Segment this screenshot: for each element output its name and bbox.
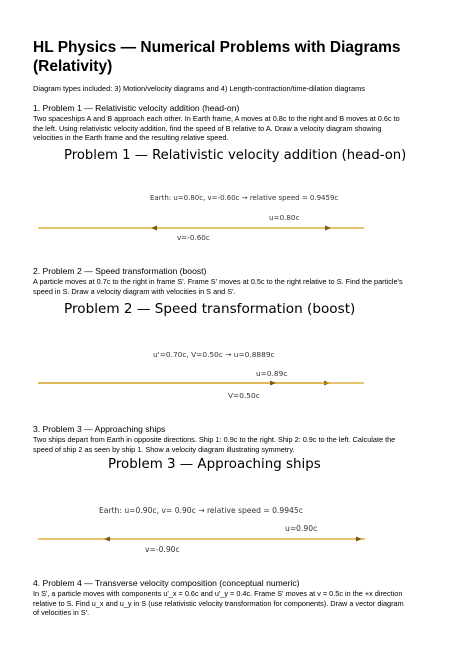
problem-4-text-line: of velocities in S'.	[33, 608, 90, 618]
problem-2-label-v: V=0.50c	[228, 391, 260, 400]
problem-3-diagram-caption: Earth: u=0.90c, v= 0.90c → relative speed = 0.9945c	[99, 506, 303, 515]
problem-3-text	[33, 435, 443, 454]
problem-3-text-line: speed of ship 2 as seen by ship 1. Show a velocity diagram illustrating symmetry.	[33, 444, 295, 454]
document-title	[33, 38, 443, 76]
problem-3-label-v: v=-0.90c	[145, 545, 180, 554]
document-title-line-1: HL Physics — Numerical Problems with Diagrams	[33, 39, 401, 56]
problem-1-arrowhead-right	[325, 226, 331, 231]
problem-1-text-line: the left. Using relativistic velocity addition, find the speed of B relative to A. Draw a velocity diagram showing	[33, 123, 382, 133]
problem-1-diagram-title: Problem 1 — Relativistic velocity addition (head-on)	[64, 148, 407, 163]
problem-2-heading: 2. Problem 2 — Speed transformation (boost)	[33, 266, 207, 276]
problem-3-diagram-title: Problem 3 — Approaching ships	[108, 457, 321, 472]
problem-1-diagram-caption: Earth: u=0.80c, v=-0.60c → relative speed = 0.9459c	[150, 194, 339, 202]
problem-3-arrowhead-left	[104, 537, 110, 542]
problem-1-velocity-diagram	[0, 185, 474, 245]
problem-3-heading: 3. Problem 3 — Approaching ships	[33, 424, 166, 434]
problem-2-label-u: u=0.89c	[256, 369, 288, 378]
problem-3-velocity-diagram	[0, 500, 474, 562]
problem-3-label-u: u=0.90c	[285, 524, 318, 533]
problem-2-diagram-title: Problem 2 — Speed transformation (boost)	[64, 301, 356, 317]
problem-4-heading: 4. Problem 4 — Transverse velocity composition (conceptual numeric)	[33, 578, 300, 588]
problem-1-arrowhead-left	[151, 226, 157, 231]
problem-1-label-u: u=0.80c	[269, 213, 300, 222]
problem-4-text-line: In S', a particle moves with components u'_x = 0.6c and u'_y = 0.4c. Frame S' moves at v = 0.5c in the +x direction	[33, 589, 403, 598]
problem-1-text-line: Two spaceships A and B approach each other. In Earth frame, A moves at 0.8c to the right and B moves at 0.6c to	[33, 114, 400, 123]
problem-4-text-line: relative to S. Find u_x and u_y in S (use relativistic velocity transformation for components). Draw a vector diagram	[33, 598, 404, 608]
problem-1-text-line: velocities in the Earth frame and the resulting relative speed.	[33, 133, 229, 143]
problem-2-v-arrowhead	[270, 381, 276, 386]
problem-1-heading: 1. Problem 1 — Relativistic velocity addition (head-on)	[33, 103, 240, 113]
problem-3-text-line: Two ships depart from Earth in opposite directions. Ship 1: 0.9c to the right. Ship 2: 0.9c to the left. Calculate the	[33, 435, 396, 444]
intro-text: Diagram types included: 3) Motion/velocity diagrams and 4) Length-contraction/time-dilation diagrams	[33, 84, 365, 93]
document-title-line-2: (Relativity)	[33, 58, 113, 75]
problem-2-text-line: speed in S. Draw a velocity diagram with velocities in S and S'.	[33, 286, 236, 296]
problem-2-text	[33, 277, 443, 296]
problem-1-label-v: v=-0.60c	[177, 233, 210, 242]
problem-4-text	[33, 589, 443, 618]
problem-1-text	[33, 114, 443, 143]
problem-2-diagram-caption: u'=0.70c, V=0.50c → u=0.8889c	[153, 350, 275, 359]
problem-2-velocity-diagram	[0, 342, 474, 407]
problem-3-arrowhead-right	[356, 537, 362, 542]
problem-2-text-line: A particle moves at 0.7c to the right in frame S'. Frame S' moves at 0.5c to the right relative to S. Find the particle's	[33, 277, 403, 286]
